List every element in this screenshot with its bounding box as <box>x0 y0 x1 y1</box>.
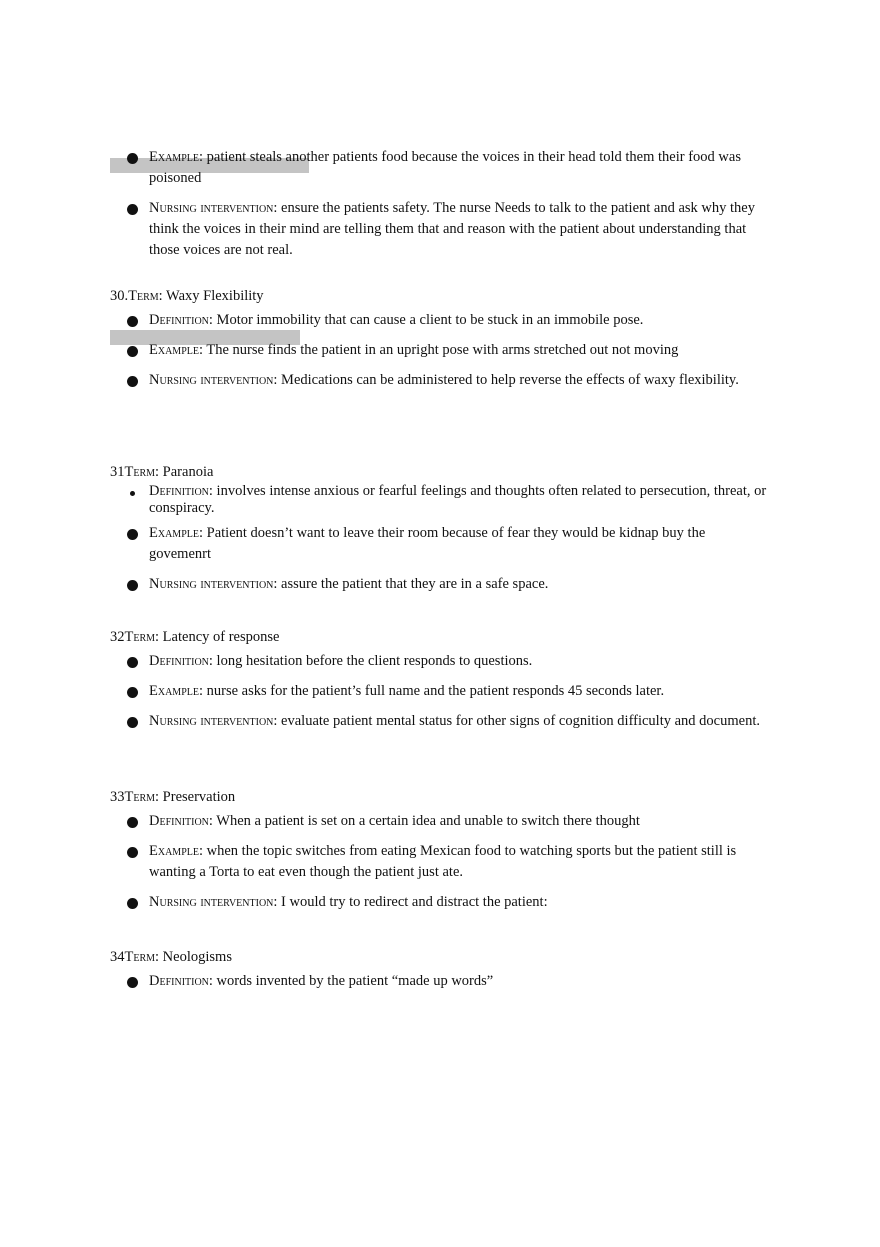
list-item <box>110 841 770 883</box>
item-label: Nursing intervention <box>149 894 274 910</box>
bullet-icon <box>127 529 138 540</box>
term-label: erm <box>133 949 156 965</box>
bullet-list <box>110 483 770 595</box>
item-text: : ensure the patients safety. The nurse Needs to talk to the patient and ask why they think the voices in their mind are telling them that and reason with the patient about understanding that those voices are not real. <box>149 200 755 258</box>
term-number: 34T <box>110 949 134 965</box>
item-label: Nursing intervention <box>149 372 274 388</box>
bullet-icon <box>127 657 138 668</box>
list-item <box>110 310 770 331</box>
term-name: : Latency of response <box>155 629 280 645</box>
term-section <box>110 287 770 400</box>
item-text: : when the topic switches from eating Mexican food to watching sports but the patient still is wanting a Torta to eat even though the patient just ate. <box>149 843 737 880</box>
term-heading <box>110 287 770 305</box>
item-label: Nursing intervention <box>149 576 274 592</box>
item-text: : nurse asks for the patient’s full name and the patient responds 45 seconds later. <box>198 683 665 699</box>
list-item <box>110 340 770 361</box>
bullet-list <box>110 147 770 261</box>
list-item <box>110 574 770 595</box>
term-number: 32T <box>110 629 134 645</box>
item-text: : involves intense anxious or fearful feelings and thoughts often related to persecution, threat, or conspiracy. <box>149 483 767 516</box>
item-text: : Motor immobility that can cause a client to be stuck in an immobile pose. <box>208 312 644 328</box>
item-label: Example <box>149 683 199 699</box>
item-text: : evaluate patient mental status for other signs of cognition difficulty and document. <box>273 713 760 729</box>
continued-section <box>110 147 770 270</box>
bullet-icon <box>127 204 138 215</box>
item-label: Definition <box>149 653 209 669</box>
item-text: : Patient doesn’t want to leave their room because of fear they would be kidnap buy the govemenrt <box>149 525 706 562</box>
term-section <box>110 463 770 604</box>
list-item <box>110 370 770 391</box>
list-item <box>110 198 770 261</box>
item-text: : assure the patient that they are in a safe space. <box>273 576 549 592</box>
term-heading <box>110 628 770 646</box>
term-number: 33T <box>110 789 134 805</box>
bullet-icon <box>127 817 138 828</box>
bullet-icon <box>127 346 138 357</box>
list-item <box>110 651 770 672</box>
term-name: : Preservation <box>155 789 236 805</box>
item-text: : I would try to redirect and distract the patient: <box>273 894 548 910</box>
item-text: : When a patient is set on a certain idea and unable to switch there thought <box>208 813 640 829</box>
term-name: : Waxy Flexibility <box>158 288 264 304</box>
item-label: Nursing intervention <box>149 200 274 216</box>
term-label: erm <box>133 464 156 480</box>
term-heading <box>110 948 770 966</box>
bullet-icon <box>127 580 138 591</box>
list-item <box>110 483 770 517</box>
item-text: : The nurse finds the patient in an upright pose with arms stretched out not moving <box>198 342 679 358</box>
term-section <box>110 788 770 922</box>
term-heading <box>110 788 770 806</box>
item-label: Definition <box>149 813 209 829</box>
term-label: erm <box>133 629 156 645</box>
bullet-icon <box>130 491 135 496</box>
item-text: : patient steals another patients food because the voices in their head told them their food was poisoned <box>149 149 741 186</box>
term-section <box>110 948 770 1001</box>
term-name: : Neologisms <box>155 949 232 965</box>
term-label: erm <box>133 789 156 805</box>
bullet-icon <box>127 687 138 698</box>
term-number: 31T <box>110 464 134 480</box>
item-label: Example <box>149 843 199 859</box>
term-section <box>110 628 770 741</box>
list-item <box>110 147 770 189</box>
term-name: : Paranoia <box>155 464 214 480</box>
bullet-icon <box>127 376 138 387</box>
item-label: Definition <box>149 312 209 328</box>
term-label: erm <box>136 288 159 304</box>
item-text: : Medications can be administered to help reverse the effects of waxy flexibility. <box>273 372 739 388</box>
item-text: : long hesitation before the client responds to questions. <box>208 653 533 669</box>
item-label: Definition <box>149 483 209 499</box>
item-label: Example <box>149 525 199 541</box>
bullet-icon <box>127 153 138 164</box>
item-label: Example <box>149 342 199 358</box>
bullet-list <box>110 651 770 732</box>
list-item <box>110 711 770 732</box>
term-number: 30.T <box>110 288 137 304</box>
list-item <box>110 681 770 702</box>
bullet-list <box>110 811 770 913</box>
bullet-icon <box>127 316 138 327</box>
item-label: Example <box>149 149 199 165</box>
list-item <box>110 523 770 565</box>
item-label: Definition <box>149 973 209 989</box>
list-item <box>110 971 770 992</box>
item-text: : words invented by the patient “made up words” <box>208 973 494 989</box>
list-item <box>110 892 770 913</box>
term-heading <box>110 463 770 481</box>
list-item <box>110 811 770 832</box>
bullet-icon <box>127 717 138 728</box>
bullet-icon <box>127 847 138 858</box>
bullet-icon <box>127 977 138 988</box>
item-label: Nursing intervention <box>149 713 274 729</box>
bullet-list <box>110 971 770 992</box>
bullet-icon <box>127 898 138 909</box>
bullet-list <box>110 310 770 391</box>
